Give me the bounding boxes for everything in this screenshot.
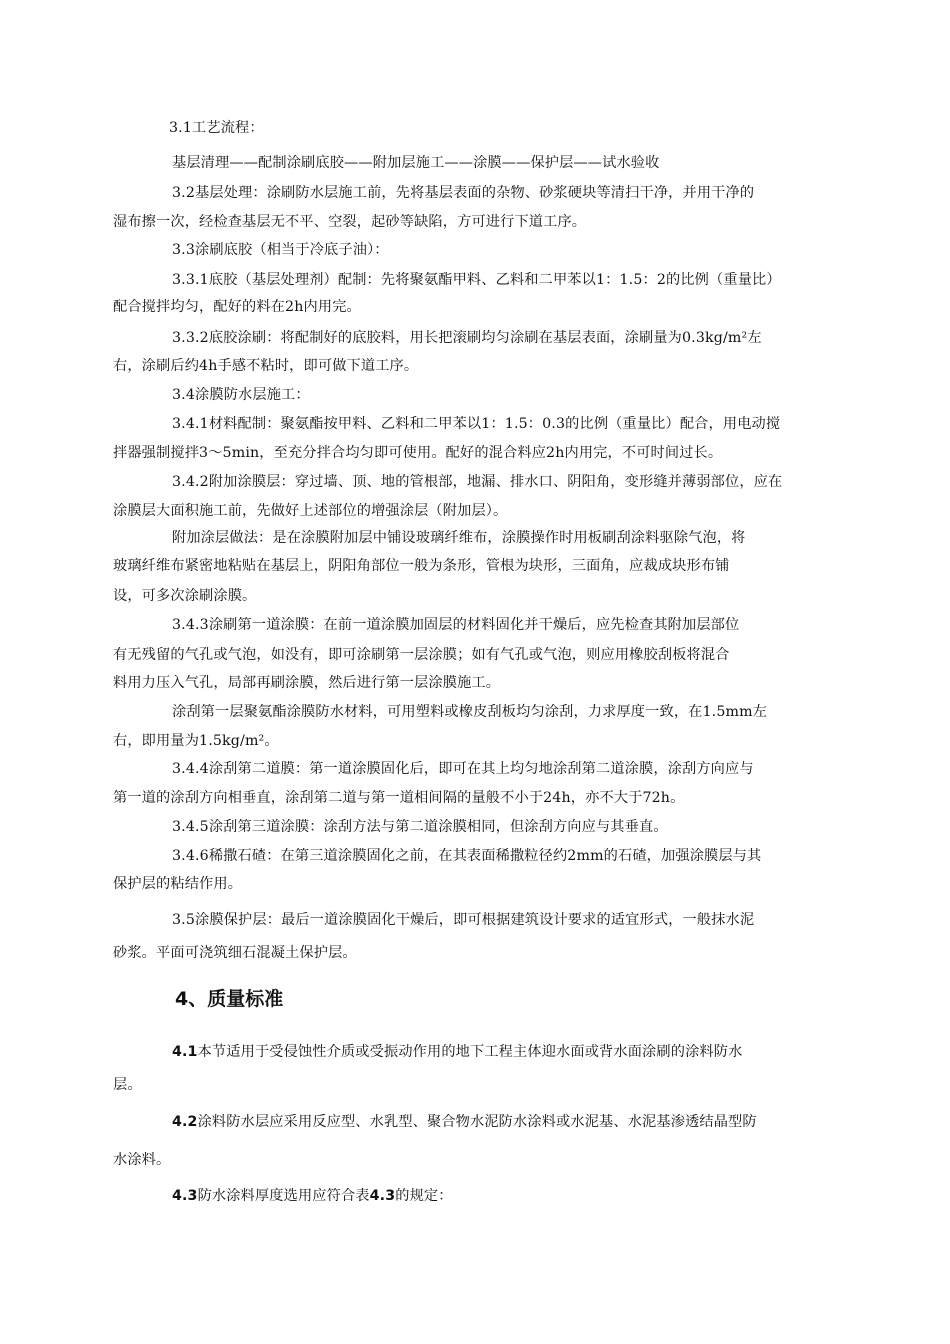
section-3-3-2-line-2: 右，涂刷后约4h手感不粘时，即可做下道工序。 <box>113 358 419 374</box>
section-3-4-1-line-1: 3.4.1材料配制：聚氨酯按甲料、乙料和二甲苯以1：1.5：0.3的比例（重量比）配合，用电动搅 <box>172 416 781 432</box>
section-3-2-line-1: 3.2基层处理：涂刷防水层施工前，先将基层表面的杂物、砂浆硬块等清扫干净，并用干净的 <box>172 185 755 201</box>
section-3-4-title: 3.4涂膜防水层施工： <box>172 387 310 403</box>
section-4-2-line-2: 水涂料。 <box>113 1152 171 1168</box>
process-flow: 基层清理——配制涂刷底胶——附加层施工——涂膜——保护层——试水验收 <box>172 155 660 171</box>
tugua-paragraph-line-2: 右，即用量为1.5kg/m²。 <box>113 733 279 749</box>
section-3-5-line-1: 3.5涂膜保护层：最后一道涂膜固化干燥后，即可根据建筑设计要求的适宜形式，一般抹水泥 <box>172 912 755 928</box>
tugua-paragraph-line-1: 涂刮第一层聚氨酯涂膜防水材料，可用塑料或橡皮刮板均匀涂刮，力求厚度一致，在1.5mm左 <box>172 704 768 720</box>
section-4-1-line-2: 层。 <box>113 1077 142 1093</box>
section-4-3-text-a: 防水涂料厚度选用应符合表 <box>197 1188 370 1204</box>
fujia-paragraph-line-1: 附加涂层做法：是在涂膜附加层中铺设玻璃纤维布，涂膜操作时用板刷刮涂料驱除气泡，将 <box>172 530 746 546</box>
section-4-heading: 4、质量标准 <box>175 988 284 1010</box>
section-3-3-1-line-2: 配合搅拌均匀，配好的料在2h内用完。 <box>113 299 361 315</box>
section-3-4-4-line-1: 3.4.4涂刮第二道膜：第一道涂膜固化后，即可在其上均匀地涂刮第二道涂膜，涂刮方向应与 <box>172 761 754 777</box>
section-3-4-2-line-1: 3.4.2附加涂膜层：穿过墙、顶、地的管根部，地漏、排水口、阴阳角，变形缝并薄弱部位，应在 <box>172 474 783 490</box>
section-3-4-5: 3.4.5涂刮第三道涂膜：涂刮方法与第二道涂膜相同，但涂刮方向应与其垂直。 <box>172 819 668 835</box>
section-3-5-line-2: 砂浆。平面可浇筑细石混凝土保护层。 <box>113 945 357 961</box>
section-3-3-title: 3.3涂刷底胶（相当于冷底子油）： <box>172 242 389 258</box>
section-4-2-line-1 <box>172 1112 757 1132</box>
section-4-3-table-ref: 4.3 <box>369 1188 396 1204</box>
section-4-3-number: 4.3 <box>172 1188 198 1204</box>
section-4-3-text-b: 的规定： <box>395 1188 453 1204</box>
section-3-4-2-line-2: 涂膜层大面积施工前，先做好上述部位的增强涂层（附加层）。 <box>113 503 508 519</box>
section-3-1-title: 3.1工艺流程： <box>169 120 264 136</box>
section-3-4-6-line-1: 3.4.6稀撒石碴：在第三道涂膜固化之前，在其表面稀撒粒径约2mm的石碴，加强涂膜层与其 <box>172 848 762 864</box>
section-3-4-6-line-2: 保护层的粘结作用。 <box>113 876 243 892</box>
fujia-paragraph-line-3: 设，可多次涂刷涂膜。 <box>113 588 257 604</box>
section-3-4-3-line-3: 料用力压入气孔，局部再刷涂膜，然后进行第一层涂膜施工。 <box>113 675 501 691</box>
section-3-3-2-line-1: 3.3.2底胶涂刷：将配制好的底胶料，用长把滚刷均匀涂刷在基层表面，涂刷量为0.3kg/m²左 <box>172 330 762 346</box>
section-4-1-line-1 <box>172 1042 742 1062</box>
section-4-1-text: 本节适用于受侵蚀性介质或受振动作用的地下工程主体迎水面或背水面涂刷的涂料防水 <box>197 1044 743 1060</box>
fujia-paragraph-line-2: 玻璃纤维布紧密地粘贴在基层上，阴阳角部位一般为条形，管根为块形，三面角，应裁成块形布铺 <box>113 558 730 574</box>
section-4-1-number: 4.1 <box>172 1044 198 1060</box>
section-4-3-line <box>172 1186 453 1206</box>
section-4-2-number: 4.2 <box>172 1114 198 1130</box>
section-3-4-3-line-2: 有无残留的气孔或气泡，如没有，即可涂刷第一层涂膜；如有气孔或气泡，则应用橡胶刮板将混合 <box>113 647 730 663</box>
section-3-4-4-line-2: 第一道的涂刮方向相垂直，涂刮第二道与第一道相间隔的量般不小于24h，亦不大于72h。 <box>113 790 685 806</box>
section-3-4-3-line-1: 3.4.3涂刷第一道涂膜：在前一道涂膜加固层的材料固化并干燥后，应先检查其附加层部位 <box>172 617 740 633</box>
section-3-2-line-2: 湿布擦一次，经检查基层无不平、空裂，起砂等缺陷，方可进行下道工序。 <box>113 214 587 230</box>
section-3-4-1-line-2: 拌器强制搅拌3～5min，至充分拌合均匀即可使用。配好的混合料应2h内用完，不可时间过长。 <box>113 445 723 461</box>
section-4-2-text: 涂料防水层应采用反应型、水乳型、聚合物水泥防水涂料或水泥基、水泥基渗透结晶型防 <box>197 1114 757 1130</box>
section-3-3-1-line-1: 3.3.1底胶（基层处理剂）配制：先将聚氨酯甲料、乙料和二甲苯以1：1.5：2的比例（重量比） <box>172 272 781 288</box>
